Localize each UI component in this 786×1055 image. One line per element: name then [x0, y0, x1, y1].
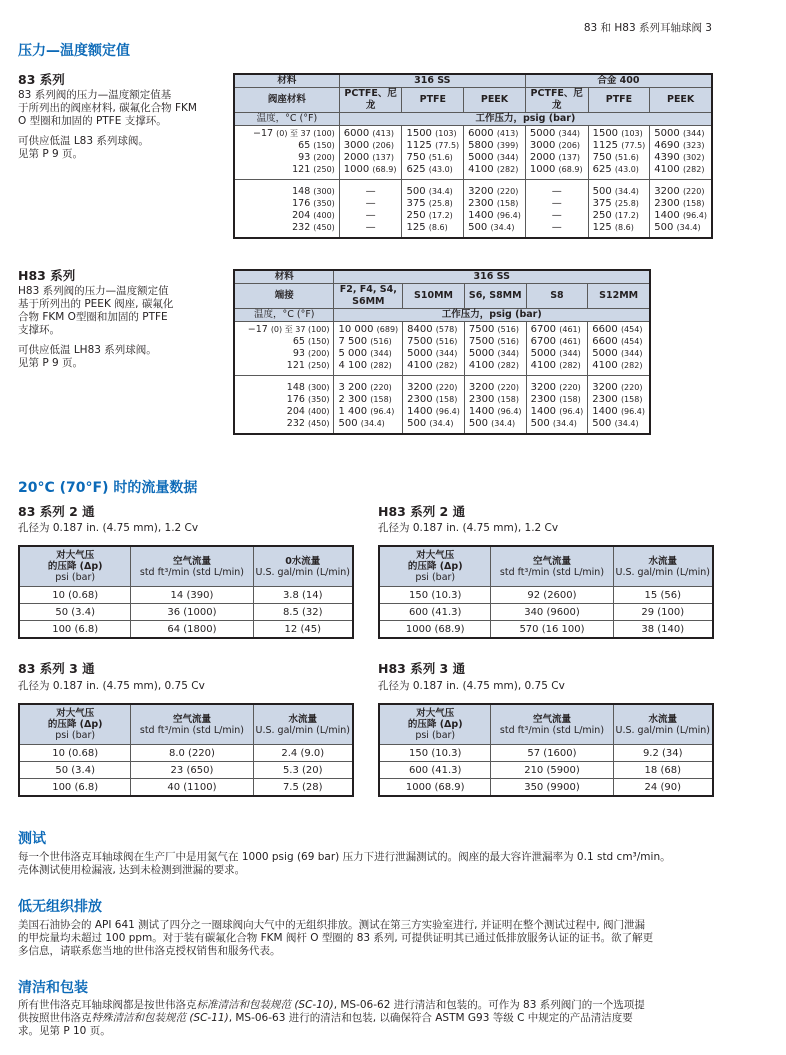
rating-value: 1400 (96.4) — [464, 406, 526, 418]
section-title-flow: 20°C (70°F) 时的流量数据 — [18, 480, 198, 496]
rating-value: 5000 (344) — [650, 126, 712, 141]
flow-value: 50 (3.4) — [19, 762, 131, 779]
flow-value: 340 (9600) — [491, 604, 613, 621]
flow-value: 15 (56) — [613, 587, 713, 604]
rating-temp: 65 (150) — [234, 140, 339, 152]
rating-value: 2300 (158) — [464, 394, 526, 406]
rating-row — [234, 394, 650, 406]
flow-row — [379, 745, 713, 762]
fh83-3-orifice: 孔径为 0.187 in. (4.75 mm), 0.75 Cv — [378, 680, 565, 692]
flow-value: 600 (41.3) — [379, 762, 491, 779]
rating-temp: 121 (250) — [234, 164, 339, 180]
clean-text: 所有世伟洛克耳轴球阀都是按世伟洛克标准清洁和包装规范 (SC-10), MS-06-62 进行清洁和包装的。可作为 83 系列阀门的一个选项提 供按照世伟洛克特殊清洁和包装规范 (SC-11), MS-06-63 进行的清洁和包装, 以确保符合 ASTM G93 等级 C 中规定的产品清洁度要 求。见第 P 10 页。 — [18, 999, 645, 1037]
flow-value: 1000 (68.9) — [379, 779, 491, 797]
fh83-3-title: H83 系列 3 通 — [378, 661, 466, 676]
flow-value: 23 (650) — [131, 762, 253, 779]
flow-value: 8.5 (32) — [253, 604, 353, 621]
t83-seat-label: 阀座材料 — [234, 88, 339, 113]
rating-value: 4100 (282) — [650, 164, 712, 180]
flow-value: 64 (1800) — [131, 621, 253, 639]
rating-value: 375 (25.8) — [588, 198, 650, 210]
flow-row — [19, 779, 353, 797]
flow-value: 18 (68) — [613, 762, 713, 779]
rating-value: — — [339, 198, 402, 210]
rating-row — [234, 406, 650, 418]
sh83-title: H83 系列 — [18, 268, 76, 283]
flow-header: 对大气压 的压降 (Δp) psi (bar) — [379, 704, 491, 745]
fh83-2-orifice: 孔径为 0.187 in. (4.75 mm), 1.2 Cv — [378, 522, 559, 534]
rating-value: 5000 (344) — [464, 348, 526, 360]
rating-value: — — [339, 222, 402, 238]
t83-mat2: 合金 400 — [525, 74, 712, 88]
rating-value: — — [525, 210, 588, 222]
rating-value: 500 (34.4) — [464, 418, 526, 434]
rating-temp: 176 (350) — [234, 394, 334, 406]
rating-value: 500 (34.4) — [650, 222, 712, 238]
rating-value: 1500 (103) — [402, 126, 464, 141]
t83-mat1: 316 SS — [339, 74, 525, 88]
rating-value: 125 (8.6) — [402, 222, 464, 238]
rating-value: 500 (34.4) — [402, 180, 464, 199]
rating-value: 2000 (137) — [525, 152, 588, 164]
rating-value: 1000 (68.9) — [339, 164, 402, 180]
rating-value: 3200 (220) — [403, 376, 465, 395]
rating-value: 4100 (282) — [526, 360, 588, 376]
flow-value: 600 (41.3) — [379, 604, 491, 621]
rating-value: 4100 (282) — [464, 164, 526, 180]
section-title-emission: 低无组织排放 — [18, 899, 102, 915]
rating-value: 2 300 (158) — [334, 394, 403, 406]
rating-value: 125 (8.6) — [588, 222, 650, 238]
flow-value: 1000 (68.9) — [379, 621, 491, 639]
rating-value: 4100 (282) — [403, 360, 465, 376]
flow-header: 对大气压 的压降 (Δp) psi (bar) — [19, 704, 131, 745]
rating-row — [234, 322, 650, 337]
rating-row — [234, 360, 650, 376]
rating-value: 2300 (158) — [588, 394, 650, 406]
rating-value: 625 (43.0) — [588, 164, 650, 180]
flow-row — [19, 604, 353, 621]
rating-value: 6000 (413) — [339, 126, 402, 141]
rating-row — [234, 180, 712, 199]
flow-value: 2.4 (9.0) — [253, 745, 353, 762]
rating-temp: 232 (450) — [234, 222, 339, 238]
rating-temp: 232 (450) — [234, 418, 334, 434]
rating-row — [234, 198, 712, 210]
flow-value: 10 (0.68) — [19, 745, 131, 762]
flow-value: 50 (3.4) — [19, 604, 131, 621]
rating-value: 500 (34.4) — [588, 418, 650, 434]
rating-value: 4 100 (282) — [334, 360, 403, 376]
rating-row — [234, 222, 712, 238]
f83-2-title: 83 系列 2 通 — [18, 504, 95, 519]
rating-value: 7500 (516) — [464, 322, 526, 337]
flow-value: 210 (5900) — [491, 762, 613, 779]
rating-value: 500 (34.4) — [334, 418, 403, 434]
rating-value: 1400 (96.4) — [650, 210, 712, 222]
rating-value: 8400 (578) — [403, 322, 465, 337]
s83-title: 83 系列 — [18, 72, 65, 87]
rating-value: 625 (43.0) — [402, 164, 464, 180]
rating-value: 1500 (103) — [588, 126, 650, 141]
rating-value: — — [339, 180, 402, 199]
rating-value: 2300 (158) — [526, 394, 588, 406]
flow-value: 29 (100) — [613, 604, 713, 621]
flow-value: 150 (10.3) — [379, 745, 491, 762]
rating-value: 250 (17.2) — [402, 210, 464, 222]
section-title-clean: 清洁和包装 — [18, 980, 88, 996]
rating-value: 2000 (137) — [339, 152, 402, 164]
flow-value: 9.2 (34) — [613, 745, 713, 762]
rating-value: 5 000 (344) — [334, 348, 403, 360]
flow-value: 24 (90) — [613, 779, 713, 797]
rating-value: 5000 (344) — [525, 126, 588, 141]
f83-3-orifice: 孔径为 0.187 in. (4.75 mm), 0.75 Cv — [18, 680, 205, 692]
rating-value: 4690 (323) — [650, 140, 712, 152]
rating-value: 7 500 (516) — [334, 336, 403, 348]
rating-value: 4100 (282) — [588, 360, 650, 376]
rating-value: 2300 (158) — [403, 394, 465, 406]
rating-value: 3200 (220) — [650, 180, 712, 199]
t83-material-label: 材料 — [234, 74, 339, 88]
rating-value: 2300 (158) — [464, 198, 526, 210]
fh83-2-title: H83 系列 2 通 — [378, 504, 466, 519]
rating-value: 3200 (220) — [588, 376, 650, 395]
flow-row — [19, 621, 353, 639]
f83-3-title: 83 系列 3 通 — [18, 661, 95, 676]
flow-value: 5.3 (20) — [253, 762, 353, 779]
rating-temp: 204 (400) — [234, 210, 339, 222]
rating-value: 750 (51.6) — [402, 152, 464, 164]
flow-value: 12 (45) — [253, 621, 353, 639]
rating-value: 4390 (302) — [650, 152, 712, 164]
rating-value: 375 (25.8) — [402, 198, 464, 210]
f83-3-table — [18, 703, 354, 797]
flow-row — [379, 587, 713, 604]
flow-header: 空气流量 std ft³/min (std L/min) — [491, 704, 613, 745]
rating-value: 500 (34.4) — [464, 222, 526, 238]
rating-row — [234, 210, 712, 222]
rating-value: 1400 (96.4) — [464, 210, 526, 222]
rating-value: 1125 (77.5) — [588, 140, 650, 152]
rating-value: 6600 (454) — [588, 322, 650, 337]
rating-value: 3000 (206) — [525, 140, 588, 152]
flow-value: 36 (1000) — [131, 604, 253, 621]
rating-value: 10 000 (689) — [334, 322, 403, 337]
rating-value: 500 (34.4) — [403, 418, 465, 434]
rating-value: 3200 (220) — [464, 376, 526, 395]
rating-value: — — [525, 198, 588, 210]
rating-value: 6600 (454) — [588, 336, 650, 348]
rating-temp: 176 (350) — [234, 198, 339, 210]
rating-row — [234, 164, 712, 180]
rating-value: 6700 (461) — [526, 322, 588, 337]
flow-header: 对大气压 的压降 (Δp) psi (bar) — [19, 546, 131, 587]
flow-value: 57 (1600) — [491, 745, 613, 762]
flow-value: 150 (10.3) — [379, 587, 491, 604]
rating-value: 500 (34.4) — [588, 180, 650, 199]
flow-value: 38 (140) — [613, 621, 713, 639]
rating-value: — — [339, 210, 402, 222]
flow-header: 水流量 U.S. gal/min (L/min) — [253, 704, 353, 745]
t83-table: 材料 316 SS 合金 400 阀座材料 PCTFE、尼龙 PTFE PEEK PCTFE、尼龙 PTFE PEEK 温度，°C (°F) 工作压力，psig (bar) −17 (0) 至 37 (100) 6000 (413) 1500 (103) 6000 (413) 5000 (344) 1500 (103) 5000 (344) 65 (150) 3000 (206) 1125 (77.5) 5800 (399) 3000 (206) 1125 (77.5) 4690 (323) 93 (200) 2000 (137) 750 (51.6) 5000 (344) 2000 (137) 750 (51.6) 4390 (302) 121 (250) 1000 (68.9) 625 (43.0) 4100 (282) 1000 (68.9) 625 (43.0) 4100 (282) 148 (300) — 500 (34.4) 3200 (220) — 500 (34.4) 3200 (220) 176 (350) — 375 (25.8) 2300 (158) — 375 (25.8) 2300 (158) 204 (400) — 250 (17.2) 1400 (96.4) — 250 (17.2) 1400 (96.4) 232 (450) — 125 (8.6) 500 (34.4) — 125 (8.6) 500 (34.4) — [233, 73, 713, 239]
flow-value: 350 (9900) — [491, 779, 613, 797]
rating-value: 1 400 (96.4) — [334, 406, 403, 418]
flow-header: 空气流量 std ft³/min (std L/min) — [491, 546, 613, 587]
rating-row — [234, 336, 650, 348]
flow-value: 10 (0.68) — [19, 587, 131, 604]
flow-row — [379, 779, 713, 797]
rating-value: 3200 (220) — [526, 376, 588, 395]
rating-value: 1400 (96.4) — [403, 406, 465, 418]
test-text: 每一个世伟洛克耳轴球阀在生产厂中是用氮气在 1000 psig (69 bar) 压力下进行泄漏测试的。阀座的最大容许泄漏率为 0.1 std cm³/min。 壳体测试使用检漏液, 达到未检测到泄漏的要求。 — [18, 851, 671, 876]
rating-value: 5800 (399) — [464, 140, 526, 152]
rating-row — [234, 126, 712, 141]
flow-value: 100 (6.8) — [19, 779, 131, 797]
flow-row — [379, 621, 713, 639]
flow-row — [19, 745, 353, 762]
rating-temp: −17 (0) 至 37 (100) — [234, 322, 334, 337]
rating-row — [234, 418, 650, 434]
rating-row — [234, 152, 712, 164]
rating-temp: 148 (300) — [234, 180, 339, 199]
flow-value: 40 (1100) — [131, 779, 253, 797]
rating-value: 4100 (282) — [464, 360, 526, 376]
rating-temp: 121 (250) — [234, 360, 334, 376]
rating-value: 6000 (413) — [464, 126, 526, 141]
rating-temp: 148 (300) — [234, 376, 334, 395]
section-title-pressure: 压力—温度额定值 — [18, 43, 130, 59]
flow-header: 空气流量 std ft³/min (std L/min) — [131, 704, 253, 745]
rating-value: 3200 (220) — [464, 180, 526, 199]
rating-temp: 204 (400) — [234, 406, 334, 418]
section-title-test: 测试 — [18, 831, 46, 847]
s83-desc: 83 系列阀的压力—温度额定值基 于所列出的阀座材料, 碳氟化合物 FKM O 型圈和加固的 PTFE 支撑环。 可供应低温 L83 系列球阀。 见第 P 9 页。 — [18, 89, 197, 160]
flow-value: 8.0 (220) — [131, 745, 253, 762]
flow-value: 100 (6.8) — [19, 621, 131, 639]
fh83-3-table — [378, 703, 714, 797]
flow-row — [19, 587, 353, 604]
rating-value: 1000 (68.9) — [525, 164, 588, 180]
rating-value: 5000 (344) — [403, 348, 465, 360]
emission-text: 美国石油协会的 API 641 测试了四分之一圈球阀向大气中的无组织排放。测试在第三方实验室进行, 并证明在整个测试过程中, 阀门泄漏 的甲烷量均未超过 100 ppm。对于装有碳氟化合物 FKM 阀杆 O 型圈的 83 系列, 可提供证明其已通过低排放服务认证的证书。欲了解更 多信息，请联系您当地的世伟洛克授权销售和服务代表。 — [18, 919, 654, 957]
rating-value: 3 200 (220) — [334, 376, 403, 395]
f83-2-table — [18, 545, 354, 639]
page-header: 83 和 H83 系列耳轴球阀 3 — [583, 22, 712, 34]
flow-header: 水流量 U.S. gal/min (L/min) — [613, 704, 713, 745]
rating-row — [234, 376, 650, 395]
rating-temp: 93 (200) — [234, 152, 339, 164]
rating-value: — — [525, 222, 588, 238]
rating-value: 1400 (96.4) — [526, 406, 588, 418]
rating-value: 5000 (344) — [464, 152, 526, 164]
flow-row — [379, 762, 713, 779]
rating-value: 7500 (516) — [464, 336, 526, 348]
flow-header: 对大气压 的压降 (Δp) psi (bar) — [379, 546, 491, 587]
rating-value: — — [525, 180, 588, 199]
flow-value: 3.8 (14) — [253, 587, 353, 604]
flow-value: 7.5 (28) — [253, 779, 353, 797]
rating-value: 1125 (77.5) — [402, 140, 464, 152]
rating-value: 500 (34.4) — [526, 418, 588, 434]
flow-header: 0水流量 U.S. gal/min (L/min) — [253, 546, 353, 587]
rating-value: 7500 (516) — [403, 336, 465, 348]
rating-value: 250 (17.2) — [588, 210, 650, 222]
rating-row — [234, 140, 712, 152]
rating-value: 750 (51.6) — [588, 152, 650, 164]
f83-2-orifice: 孔径为 0.187 in. (4.75 mm), 1.2 Cv — [18, 522, 199, 534]
th83-table: 材料 316 SS 端接 F2, F4, S4, S6MM S10MM S6, S8MM S8 S12MM 温度，°C (°F) 工作压力，psig (bar) −17 (0) 至 37 (100) 10 000 (689) 8400 (578) 7500 (516) 6700 (461) 6600 (454) 65 (150) 7 500 (516) 7500 (516) 7500 (516) 6700 (461) 6600 (454) 93 (200) 5 000 (344) 5000 (344) 5000 (344) 5000 (344) 5000 (344) 121 (250) 4 100 (282) 4100 (282) 4100 (282) 4100 (282) 4100 (282) 148 (300) 3 200 (220) 3200 (220) 3200 (220) 3200 (220) 3200 (220) 176 (350) 2 300 (158) 2300 (158) 2300 (158) 2300 (158) 2300 (158) 204 (400) 1 400 (96.4) 1400 (96.4) 1400 (96.4) 1400 (96.4) 1400 (96.4) 232 (450) 500 (34.4) 500 (34.4) 500 (34.4) 500 (34.4) 500 (34.4) — [233, 269, 651, 435]
fh83-2-table — [378, 545, 714, 639]
rating-value: 6700 (461) — [526, 336, 588, 348]
rating-value: 5000 (344) — [588, 348, 650, 360]
flow-header: 空气流量 std ft³/min (std L/min) — [131, 546, 253, 587]
flow-header: 水流量 U.S. gal/min (L/min) — [613, 546, 713, 587]
flow-value: 570 (16 100) — [491, 621, 613, 639]
rating-row — [234, 348, 650, 360]
flow-row — [379, 604, 713, 621]
rating-value: 5000 (344) — [526, 348, 588, 360]
rating-temp: −17 (0) 至 37 (100) — [234, 126, 339, 141]
sh83-desc: H83 系列阀的压力—温度额定值 基于所列出的 PEEK 阀座, 碳氟化 合物 FKM O型圈和加固的 PTFE 支撑环。 可供应低温 LH83 系列球阀。 见第 P 9 页。 — [18, 285, 174, 369]
rating-value: 2300 (158) — [650, 198, 712, 210]
rating-temp: 93 (200) — [234, 348, 334, 360]
flow-row — [19, 762, 353, 779]
flow-value: 92 (2600) — [491, 587, 613, 604]
flow-value: 14 (390) — [131, 587, 253, 604]
rating-value: 1400 (96.4) — [588, 406, 650, 418]
rating-value: 3000 (206) — [339, 140, 402, 152]
rating-temp: 65 (150) — [234, 336, 334, 348]
